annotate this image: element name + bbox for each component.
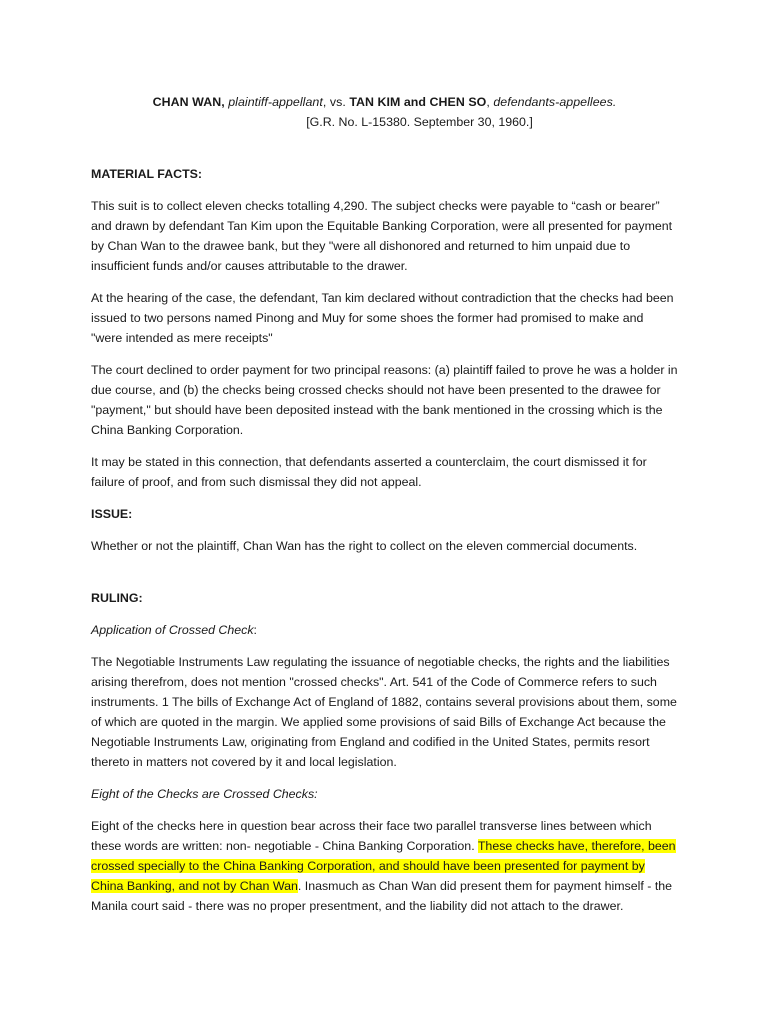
highlighted-passage: These checks have, therefore, been crossed specially to the China Banking Corporation, and should have been presented for payment by China Banking, and not by Chan Wan [91, 839, 676, 893]
case-citation: [G.R. No. L-15380. September 30, 1960.] [306, 115, 533, 129]
eight-checks-subheading: Eight of the Checks are Crossed Checks: [91, 787, 318, 801]
versus-text: , vs. [322, 95, 350, 109]
material-facts-heading: MATERIAL FACTS: [91, 167, 203, 181]
plaintiff-role: plaintiff-appellant [228, 95, 323, 109]
ruling-paragraph-1: The Negotiable Instruments Law regulating the issuance of negotiable checks, the rights and the liabilities arising therefrom, does not mention "crossed checks". Art. 541 of the Code of Commerce refers to such instruments. 1 The bills of Exchange Act of England of 1882, contains several provisions about them, some of which are quoted in the margin. We applied some provisions of said Bills of Exchange Act because the Negotiable Instruments Law, originating from England and codified in the United States, permits resort thereto in matters not covered by it and local legislation. [91, 655, 677, 769]
defendants-name: TAN KIM and CHEN SO [349, 95, 487, 109]
issue-heading: ISSUE: [91, 507, 133, 521]
issue-text: Whether or not the plaintiff, Chan Wan has the right to collect on the eleven commercial documents. [91, 539, 638, 553]
facts-paragraph-1: This suit is to collect eleven checks totalling 4,290. The subject checks were payable to “cash or bearer” and drawn by defendant Tan Kim upon the Equitable Banking Corporation, were all presented for payment by Chan Wan to the drawee bank, but they "were all dishonored and returned to him unpaid due to insufficient funds and/or causes attributable to the drawer. [91, 199, 673, 273]
defendants-role: defendants-appellees. [493, 95, 617, 109]
plaintiff-name: CHAN WAN, [152, 95, 225, 109]
crossed-check-subheading-colon: : [253, 623, 257, 637]
ruling-paragraph-2-start: Eight of the checks here in question bear across their face two parallel transverse lines between which these words are written: non- negotiable - China Banking Corporation. [91, 819, 652, 853]
crossed-check-subheading-text: Application of Crossed Check [91, 623, 254, 637]
ruling-heading: RULING: [91, 591, 143, 605]
facts-paragraph-4: It may be stated in this connection, that defendants asserted a counterclaim, the court dismissed it for failure of proof, and from such dismissal they did not appeal. [91, 455, 647, 489]
crossed-check-subheading [91, 620, 678, 640]
facts-paragraph-3: The court declined to order payment for two principal reasons: (a) plaintiff failed to prove he was a holder in due course, and (b) the checks being crossed checks should not have been presented to the drawee for "payment," but should have been deposited instead with the bank mentioned in the crossing which is the China Banking Corporation. [91, 363, 678, 437]
ruling-paragraph-2 [91, 816, 678, 916]
defendants-separator: , [486, 95, 494, 109]
facts-paragraph-2: At the hearing of the case, the defendant, Tan kim declared without contradiction that the checks had been issued to two persons named Pinong and Muy for some shoes the former had promised to make and "were intended as mere receipts" [91, 291, 674, 345]
ruling-paragraph-2-end: . Inasmuch as Chan Wan did present them for payment himself - the Manila court said - there was no proper presentment, and the liability did not attach to the drawer. [91, 879, 673, 913]
case-title [91, 92, 678, 112]
